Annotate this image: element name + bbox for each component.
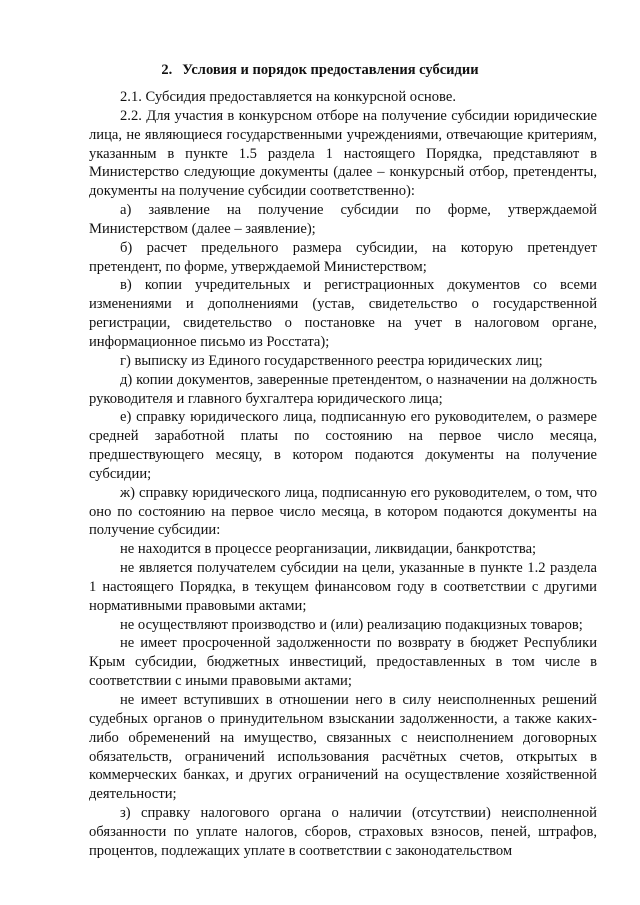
section-heading xyxy=(0,61,640,79)
section-number: 2. xyxy=(161,62,173,78)
list-item-zh: ж) справку юридического лица, подписанную его руководителем, о том, что оно по состоянию на первое число месяца, в котором подаются документы на получение субсидии: xyxy=(89,484,597,539)
condition-court-decisions: не имеет вступивших в отношении него в силу неисполненных решений судебных органов о принудительном взыскании задолженности, а также каких-либо обременений на имущество, связанных с неисполнением договорных обязательств, ограничений использования расчётных счетов, открытых в коммерческих банках, и других ограничений на осуществление хозяйственной деятельности; xyxy=(89,692,597,803)
list-item-a: а) заявление на получение субсидии по форме, утверждаемой Министерством (далее – заявление); xyxy=(89,202,597,237)
list-item-d: д) копии документов, заверенные претендентом, о назначении на должность руководителя и главного бухгалтера юридического лица; xyxy=(89,371,597,407)
section-title: Условия и порядок предоставления субсидии xyxy=(182,62,479,78)
document-body xyxy=(89,88,597,861)
condition-reorganization: не находится в процессе реорганизации, ликвидации, банкротства; xyxy=(120,541,537,558)
list-item-e: е) справку юридического лица, подписанную его руководителем, о размере средней заработной платы по состоянию на первое число месяца, предшествующего месяцу, в котором подаются документы на получение субсидии; xyxy=(89,409,597,482)
list-item-b: б) расчет предельного размера субсидии, на которую претендует претендент, по форме, утверждаемой Министерством; xyxy=(89,239,597,275)
list-item-z: з) справку налогового органа о наличии (отсутствии) неисполненной обязанности по уплате налогов, сборов, страховых взносов, пеней, штрафов, процентов, подлежащих уплате в соответствии с законодательством xyxy=(89,805,597,859)
paragraph-2-2: 2.2. Для участия в конкурсном отборе на получение субсидии юридические лица, не являющиеся государственными учреждениями, отвечающие критериям, указанным в пункте 1.5 раздела 1 настоящего Порядка, представляют в Министерство следующие документы (далее – конкурсный отбор, претенденты, документы на получение субсидии соответственно): xyxy=(89,107,597,200)
paragraph-2-1: 2.1. Субсидия предоставляется на конкурсной основе. xyxy=(120,89,456,105)
condition-overdue-debt: не имеет просроченной задолженности по возврату в бюджет Республики Крым субсидии, бюджетных инвестиций, предоставленных в том числе в соответствии с иными правовыми актами; xyxy=(89,635,597,690)
condition-subsidy-recipient: не является получателем субсидии на цели, указанные в пункте 1.2 раздела 1 настоящего Порядка, в текущем финансовом году в соответствии с другими нормативными правовыми актами; xyxy=(89,560,597,614)
list-item-g: г) выписку из Единого государственного реестра юридических лиц; xyxy=(120,352,543,369)
list-item-v: в) копии учредительных и регистрационных документов со всеми изменениями и дополнениями (устав, свидетельство о государственной регистрации, свидетельство о постановке на учет в налоговом органе, информационное письмо из Росстата); xyxy=(89,277,597,350)
condition-excise-goods: не осуществляют производство и (или) реализацию подакцизных товаров; xyxy=(120,616,583,633)
